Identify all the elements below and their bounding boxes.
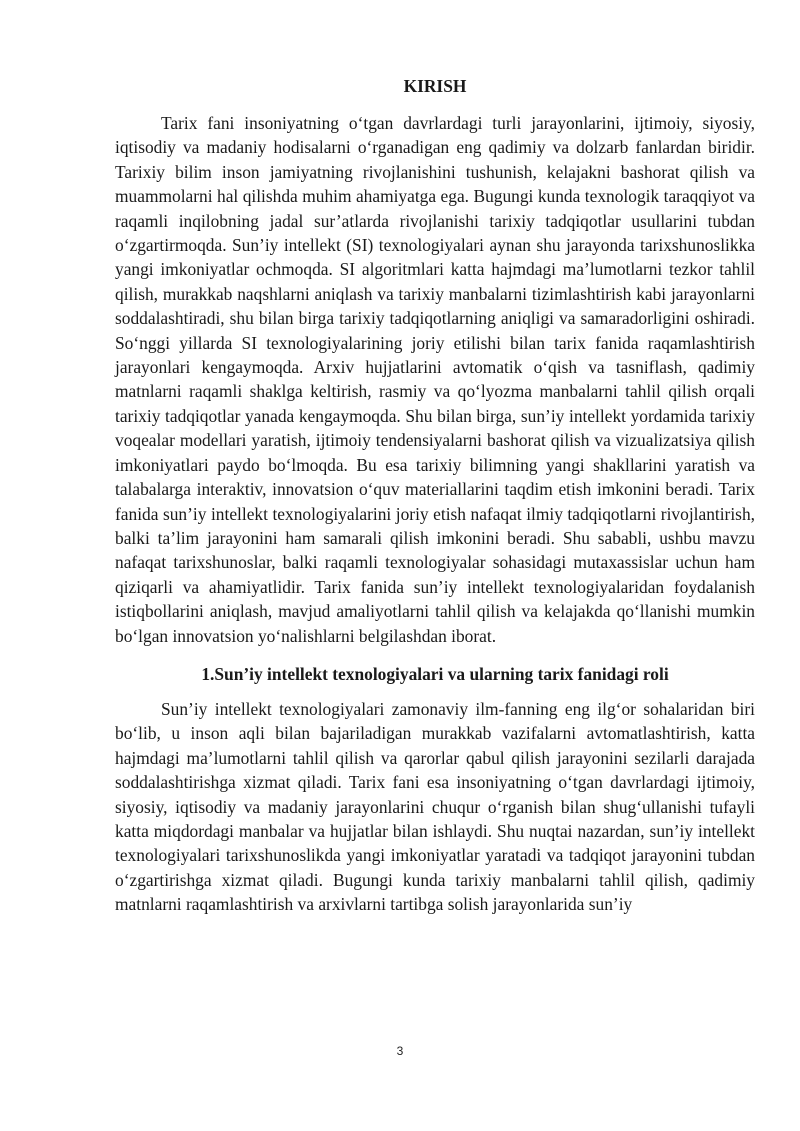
intro-paragraph: Tarix fani insoniyatning o‘tgan davrlardagi turli jarayonlarini, ijtimoiy, siyosiy, iqtisodiy va madaniy hodisalarni o‘rganadigan eng qadimiy va dolzarb fanlardan biridir. Tarixiy bilim inson jamiyatning rivojlanishini tushunish, kelajakni bashorat qilish va muammolarni hal qilishda muhim ahamiyatga ega. Bugungi kunda texnologik taraqqiyot va raqamli inqilobning jadal sur’atlarda rivojlanishi tarixiy tadqiqotlar usullarini tubdan o‘zgartirmoqda. Sun’iy intellekt (SI) texnologiyalari aynan shu jarayonda tarixshunoslikka yangi imkoniyatlar ochmoqda. SI algoritmlari katta hajmdagi ma’lumotlarni tezkor tahlil qilish, murakkab naqshlarni aniqlash va tarixiy manbalarni tizimlashtirish kabi jarayonlarni soddalashtiradi, shu bilan birga tarixiy tadqiqotlarning aniqligi va samaradorligini oshiradi. So‘nggi yillarda SI texnologiyalarining joriy etilishi bilan tarix fanida raqamlashtirish jarayonlari kengaymoqda. Arxiv hujjatlarini avtomatik o‘qish va tasniflash, qadimiy matnlarni raqamli shaklga keltirish, rasmiy va qo‘lyozma manbalarni tahlil qilish orqali tarixiy tadqiqotlar yanada kengaymoqda. Shu bilan birga, sun’iy intellekt yordamida tarixiy voqealar modellari yaratish, ijtimoiy tendensiyalarni bashorat qilish va vizualizatsiya qilish imkoniyatlari paydo bo‘lmoqda. Bu esa tarixiy bilimning yangi shakllarini yaratish va talabalarga interaktiv, innovatsion o‘quv materiallarini taqdim etish imkonini beradi. Tarix fanida sun’iy intellekt texnologiyalarini joriy etish nafaqat ilmiy tadqiqotlarni rivojlantirish, balki ta’lim jarayonini ham samarali qilish imkonini beradi. Shu sababli, ushbu mavzu nafaqat tarixshunoslar, balki raqamli texnologiyalar sohasidagi mutaxassislar uchun ham qiziqarli va ahamiyatlidir. Tarix fanida sun’iy intellekt texnologiyalaridan foydalanish istiqbollarini aniqlash, mavjud amaliyotlarni tahlil qilish va kelajakda qo‘llanishi mumkin bo‘lgan innovatsion yo‘nalishlarni belgilashdan iborat. [115,113,755,646]
document-title: KIRISH [403,76,467,96]
section-paragraph: Sun’iy intellekt texnologiyalari zamonaviy ilm-fanning eng ilg‘or sohalaridan biri bo‘lib, u inson aqli bilan bajariladigan murakkab vazifalarni avtomatlashtirish, katta hajmdagi ma’lumotlarni tahlil qilish va qarorlar qabul qilish jarayonini sezilarli darajada soddalashtirishga xizmat qiladi. Tarix fani esa insoniyatning o‘tgan davrlardagi ijtimoiy, siyosiy, iqtisodiy va madaniy jarayonlarini chuqur o‘rganish bilan shug‘ullanishi tufayli katta miqdordagi manbalar va hujjatlar bilan ishlaydi. Shu nuqtai nazardan, sun’iy intellekt texnologiyalari tarixshunoslikda yangi imkoniyatlar yaratadi va tadqiqot jarayonini tubdan o‘zgartirishga xizmat qiladi. Bugungi kunda tarixiy manbalarni tahlil qilish, qadimiy matnlarni raqamlashtirish va arxivlarni tartibga solish jarayonlarida sun’iy [115,698,755,915]
section-heading: 1.Sun’iy intellekt texnologiyalari va ularning tarix fanidagi roli [201,663,669,684]
document-page [115,72,755,917]
page-number: 3 [396,1044,404,1058]
